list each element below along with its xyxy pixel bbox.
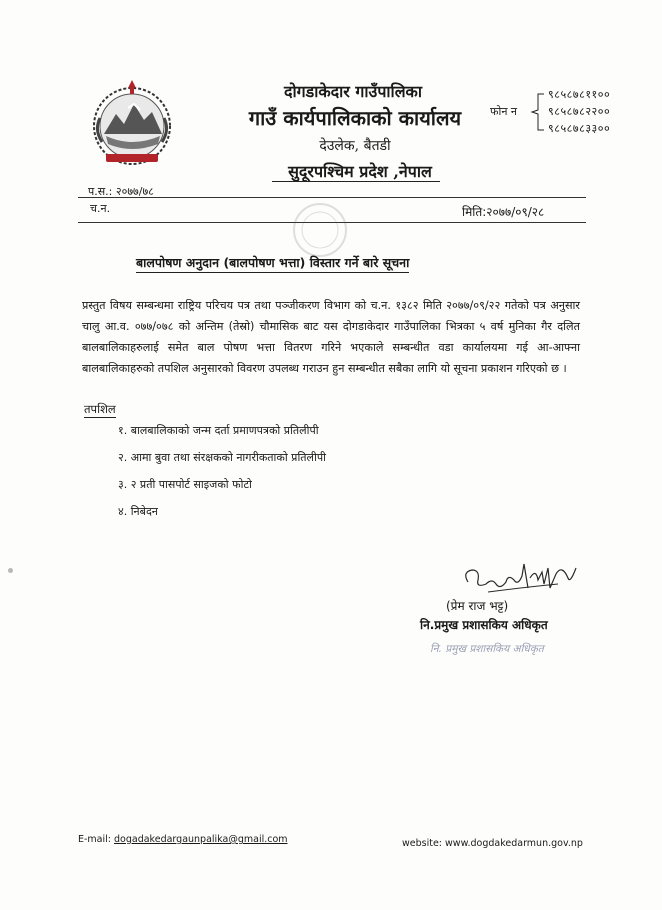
phone-number: ९८५८७८११००	[548, 88, 611, 101]
phone-number: ९८५८७८२२००	[548, 105, 611, 118]
government-emblem-icon	[84, 74, 180, 170]
office-location: देउलेक, बैतडी	[319, 138, 391, 154]
phone-brace-icon	[530, 92, 546, 132]
divider	[78, 197, 586, 198]
municipality-name: दोगडाकेदार गाउँपालिका	[284, 82, 422, 101]
list-item: ४. निबेदन	[118, 505, 158, 518]
header-underline	[272, 181, 440, 182]
list-item: १. बालबालिकाको जन्म दर्ता प्रमाणपत्रको प्रतिलीपी	[118, 424, 319, 437]
province-country: सुदूरपश्चिम प्रदेश ,नेपाल	[288, 162, 432, 181]
paper-speck	[8, 568, 13, 573]
reference-number: प.स.: २०७७/७८	[88, 185, 154, 198]
notice-subject: बालपोषण अनुदान (बालपोषण भत्ता) विस्तार गर्ने बारे सूचना	[136, 254, 409, 273]
signatory-name: (प्रेम राज भट्ट)	[446, 599, 509, 613]
phone-number: ९८५८७८३३००	[548, 122, 611, 135]
handwritten-signature	[458, 554, 588, 598]
footer-website[interactable]: website: www.dogdakedarmun.gov.np	[402, 838, 583, 849]
phone-numbers	[548, 86, 610, 137]
dispatch-number: च.न.	[90, 202, 111, 215]
phone-label: फोन न	[490, 105, 518, 118]
details-list	[118, 423, 326, 531]
office-name: गाउँ कार्यपालिकाको कार्यालय	[248, 106, 462, 130]
faint-stamp-icon	[275, 200, 365, 260]
signatory-title: नि.प्रमुख प्रशासकिय अधिकृत	[420, 618, 548, 632]
letter-date: मिति:२०७७/०९/२८	[462, 205, 545, 219]
email-label: E-mail:	[78, 834, 115, 845]
list-item: ३. २ प्रती पासपोर्ट साइजको फोटो	[118, 478, 252, 491]
list-item: २. आमा बुवा तथा संरक्षकको नागरीकताको प्रतिलीपी	[118, 451, 326, 464]
footer-email	[78, 834, 288, 845]
email-link[interactable]: dogadakedargaunpalika@gmail.com	[114, 834, 288, 845]
details-heading: तपशिल	[84, 402, 116, 416]
notice-body: प्रस्तुत विषय सम्बन्धमा राष्ट्रिय परिचय पत्र तथा पञ्जीकरण विभाग को च.न. १३८२ मिति २०७७/०९/२२ गतेको पत्र अनुसार चालु आ.व. ०७७/०७८ को अन्तिम (तेस्रो) चौमासिक बाट यस दोगडाकेदार गाउँपालिका भित्रका ५ वर्ष मुनिका गैर दलित बालबालिकाहरुलाई समेत बाल पोषण भत्ता वितरण गरिने भएकाले सम्बन्धीत वडा कार्यालयमा गई आ-आफ्ना बालबालिकाहरुको तपशिल अनुसारको विवरण उपलब्ध गराउन हुन सम्बन्धीत सबैका लागि यो सूचना प्रकाशन गरिएको छ ।	[82, 299, 580, 375]
designation-stamp: नि. प्रमुख प्रशासकिय अधिकृत	[430, 643, 544, 655]
